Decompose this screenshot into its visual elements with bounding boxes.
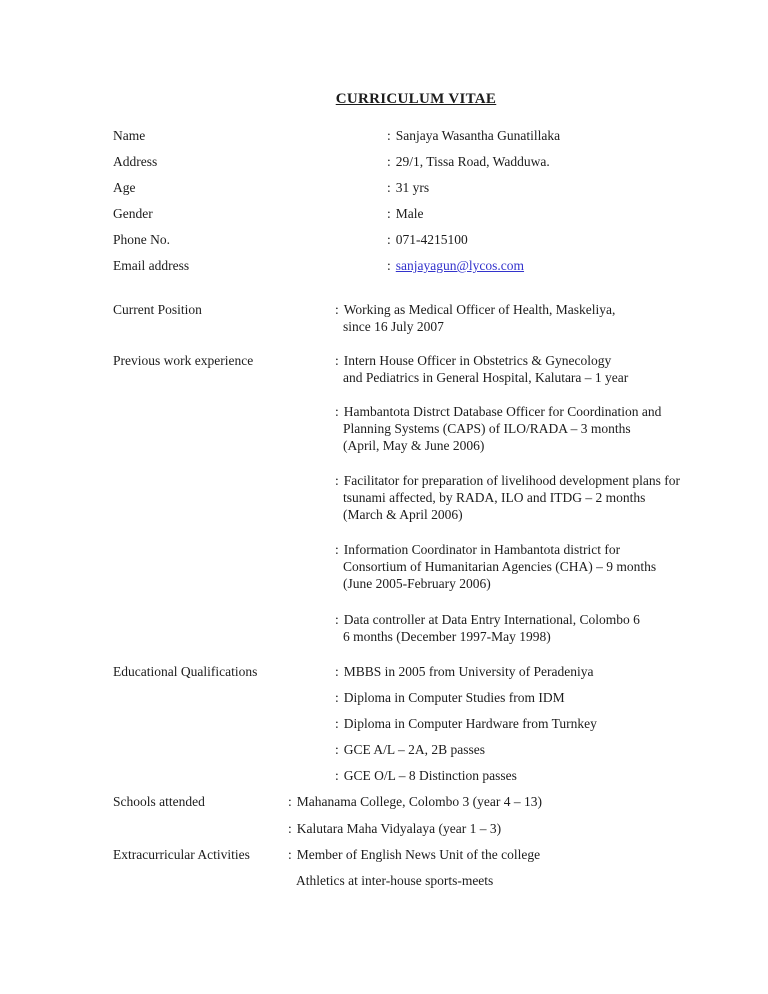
education-text: MBBS in 2005 from University of Peradeniya: [343, 664, 594, 679]
experience-entry-line: Planning Systems (CAPS) of ILO/RADA – 3 months: [343, 421, 631, 436]
email-link[interactable]: sanjayagun@lycos.com: [395, 258, 525, 273]
colon-separator: :: [335, 302, 339, 317]
age-value-line: [387, 179, 429, 196]
previous-work-label: Previous work experience: [113, 353, 254, 368]
experience-entry-line: (June 2005-February 2006): [343, 576, 491, 591]
colon-separator: :: [335, 353, 339, 368]
education-text: GCE O/L – 8 Distinction passes: [343, 768, 517, 783]
email-value-line: [387, 257, 524, 274]
extracurricular-label: Extracurricular Activities: [113, 847, 250, 862]
experience-text: Data controller at Data Entry International, Colombo 6: [343, 612, 640, 627]
current-position-text: Working as Medical Officer of Health, Maskeliya,: [343, 302, 616, 317]
colon-separator: :: [335, 473, 339, 488]
gender-value-line: [387, 205, 424, 222]
experience-entry-line: [335, 472, 680, 489]
school-item: [288, 820, 501, 837]
colon-separator: :: [387, 180, 391, 195]
colon-separator: :: [387, 128, 391, 143]
current-position-line: since 16 July 2007: [343, 319, 444, 334]
experience-text: Hambantota Distrct Database Officer for Coordination and: [343, 404, 662, 419]
age-value: 31 yrs: [395, 180, 430, 195]
colon-separator: :: [387, 154, 391, 169]
address-value-line: [387, 153, 550, 170]
phone-value: 071-4215100: [395, 232, 468, 247]
education-item: [335, 741, 485, 758]
colon-separator: :: [288, 821, 292, 836]
colon-separator: :: [335, 690, 339, 705]
experience-entry-line: Consortium of Humanitarian Agencies (CHA) – 9 months: [343, 559, 657, 574]
age-label: Age: [113, 180, 136, 195]
extracurricular-item: [288, 846, 540, 863]
education-text: Diploma in Computer Hardware from Turnkey: [343, 716, 597, 731]
colon-separator: :: [335, 716, 339, 731]
colon-separator: :: [335, 664, 339, 679]
colon-separator: :: [335, 768, 339, 783]
extracurricular-item: Athletics at inter-house sports-meets: [296, 873, 494, 888]
name-value-line: [387, 127, 560, 144]
gender-label: Gender: [113, 206, 153, 221]
experience-entry-line: tsunami affected, by RADA, ILO and ITDG – 2 months: [343, 490, 646, 505]
current-position-line: [335, 301, 615, 318]
colon-separator: :: [335, 612, 339, 627]
school-text: Kalutara Maha Vidyalaya (year 1 – 3): [296, 821, 502, 836]
experience-entry-line: and Pediatrics in General Hospital, Kalutara – 1 year: [343, 370, 629, 385]
colon-separator: :: [335, 742, 339, 757]
education-label: Educational Qualifications: [113, 664, 258, 679]
colon-separator: :: [288, 847, 292, 862]
colon-separator: :: [288, 794, 292, 809]
experience-entry-line: [335, 611, 640, 628]
education-item: [335, 663, 594, 680]
current-position-label: Current Position: [113, 302, 202, 317]
colon-separator: :: [335, 542, 339, 557]
name-value: Sanjaya Wasantha Gunatillaka: [395, 128, 561, 143]
experience-entry-line: (April, May & June 2006): [343, 438, 485, 453]
colon-separator: :: [387, 258, 391, 273]
phone-label: Phone No.: [113, 232, 170, 247]
experience-entry-line: (March & April 2006): [343, 507, 463, 522]
education-item: [335, 689, 565, 706]
gender-value: Male: [395, 206, 424, 221]
address-label: Address: [113, 154, 158, 169]
colon-separator: :: [387, 206, 391, 221]
education-item: [335, 767, 517, 784]
experience-text: Information Coordinator in Hambantota district for: [343, 542, 621, 557]
school-text: Mahanama College, Colombo 3 (year 4 – 13): [296, 794, 542, 809]
address-value: 29/1, Tissa Road, Wadduwa.: [395, 154, 550, 169]
schools-label: Schools attended: [113, 794, 205, 809]
colon-separator: :: [335, 404, 339, 419]
school-item: [288, 793, 542, 810]
phone-value-line: [387, 231, 468, 248]
experience-entry-line: 6 months (December 1997-May 1998): [343, 629, 551, 644]
extracurricular-text: Member of English News Unit of the college: [296, 847, 541, 862]
experience-entry-line: [335, 403, 661, 420]
page-title: CURRICULUM VITAE: [335, 91, 497, 107]
email-label: Email address: [113, 258, 190, 273]
name-label: Name: [113, 128, 146, 143]
colon-separator: :: [387, 232, 391, 247]
experience-text: Intern House Officer in Obstetrics & Gynecology: [343, 353, 612, 368]
education-item: [335, 715, 597, 732]
education-text: Diploma in Computer Studies from IDM: [343, 690, 565, 705]
education-text: GCE A/L – 2A, 2B passes: [343, 742, 486, 757]
experience-entry-line: [335, 541, 620, 558]
experience-text: Facilitator for preparation of livelihood development plans for: [343, 473, 681, 488]
experience-entry-line: [335, 352, 611, 369]
